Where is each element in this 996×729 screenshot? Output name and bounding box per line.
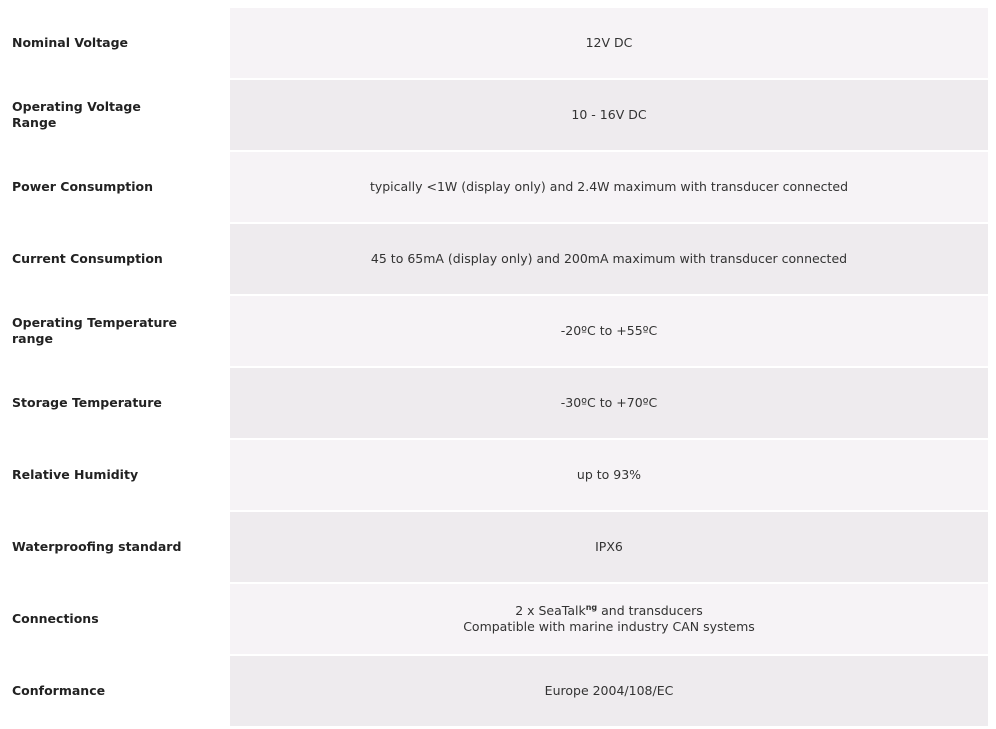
spec-row-waterproofing-standard: [0, 512, 990, 582]
spec-label: Operating Temperature range: [0, 296, 230, 366]
spec-label: Operating Voltage Range: [0, 80, 230, 150]
spec-value: [230, 80, 988, 150]
spec-label: Current Consumption: [0, 224, 230, 294]
spec-label: Relative Humidity: [0, 440, 230, 510]
spec-value: [230, 296, 988, 366]
spec-value-text: 10 - 16V DC: [571, 107, 647, 122]
spec-value: [230, 512, 988, 582]
spec-row-current-consumption: [0, 224, 990, 294]
spec-value-line-2: Compatible with marine industry CAN systems: [463, 619, 755, 634]
spec-row-operating-voltage-range: [0, 80, 990, 150]
spec-label: Connections: [0, 584, 230, 654]
spec-value-text: up to 93%: [576, 467, 642, 482]
spec-row-conformance: [0, 656, 990, 726]
spec-row-power-consumption: [0, 152, 990, 222]
spec-value: [230, 8, 988, 78]
spec-value-text: 45 to 65mA (display only) and 200mA maximum with transducer connected: [370, 251, 848, 266]
spec-table: [0, 8, 990, 728]
spec-value: [230, 152, 988, 222]
spec-value-text: 12V DC: [585, 35, 633, 50]
spec-label: Storage Temperature: [0, 368, 230, 438]
spec-label: Power Consumption: [0, 152, 230, 222]
spec-row-storage-temperature: [0, 368, 990, 438]
spec-value-line-1: [515, 603, 703, 619]
spec-label: Nominal Voltage: [0, 8, 230, 78]
spec-value-text: Europe 2004/108/EC: [544, 683, 674, 698]
spec-value-text: 2 x SeaTalk: [515, 603, 586, 618]
spec-value: [230, 584, 988, 654]
spec-value: [230, 224, 988, 294]
spec-row-connections: [0, 584, 990, 654]
spec-value-text: and transducers: [597, 603, 703, 618]
spec-value-text: -30ºC to +70ºC: [560, 395, 658, 410]
spec-label: Conformance: [0, 656, 230, 726]
spec-row-relative-humidity: [0, 440, 990, 510]
spec-value: [230, 440, 988, 510]
spec-row-operating-temperature-range: [0, 296, 990, 366]
superscript-text: ng: [585, 603, 598, 612]
spec-value: [230, 368, 988, 438]
spec-value-text: IPX6: [595, 539, 623, 554]
spec-value-text: typically <1W (display only) and 2.4W maximum with transducer connected: [369, 179, 849, 194]
spec-row-nominal-voltage: [0, 8, 990, 78]
spec-value: [230, 656, 988, 726]
spec-label: Waterproofing standard: [0, 512, 230, 582]
spec-value-text: -20ºC to +55ºC: [560, 323, 658, 338]
